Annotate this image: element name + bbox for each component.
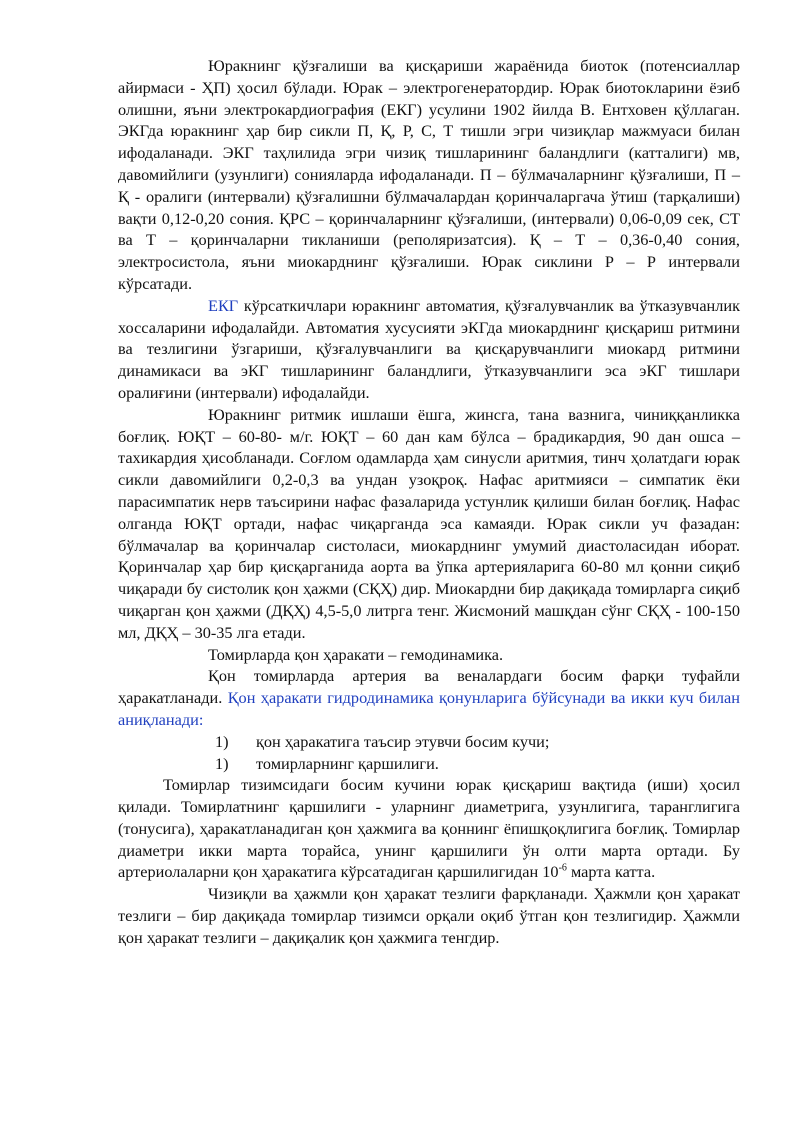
exponent: -6 <box>558 863 567 875</box>
hydrodynamics-highlight: Қон ҳаракати гидродинамика қонунларига бўйсунади ва икки куч билан аниқланади: <box>118 688 740 729</box>
forces-list <box>118 731 740 775</box>
list-item-text: томирларнинг қаршилиги. <box>256 753 439 773</box>
list-item <box>118 753 740 775</box>
list-item <box>118 731 740 753</box>
paragraph-ecg-description: Юракнинг қўзғалиши ва қисқариши жараёнида биоток (потенсиаллар айирмаси - ҲП) ҳосил бўлади. Юрак – электрогенератордир. Юрак биотокларини ёзиб олишни, яъни электрокардиография (ЕКГ) усулини 1902 йилда В. Ентховен қўллаган. ЭКГда юракнинг ҳар бир сикли П, Қ, Р, С, Т тишли эгри чизиқлар мажмуаси билан ифодаланади. ЭКГ таҳлилида эгри чизиқ тишларининг баландлиги (катталиги) мв, давомийлиги (узунлиги) сонияларда ифодаланади. П – бўлмачаларнинг қўзғалиши, П – Қ - оралиги (интервали) қўзғалишни бўлмачалардан қоринчаларгача ўтиш (тарқалиши) вақти 0,12-0,20 сония. ҚРС – қоринчаларнинг қўзғалиши, (интервали) 0,06-0,09 сек, СТ ва Т – қоринчаларни тикланиши (реполяризатсия). Қ – Т – 0,36-0,40 сония, электросистола, яъни миокарднинг қўзғалиши. Юрак сиклини Р – Р интервали кўрсатади. <box>118 56 740 293</box>
paragraph-vessel-resistance <box>118 774 740 883</box>
ecg-highlight: ЕКГ <box>208 295 239 315</box>
paragraph-heart-rhythm: Юракнинг ритмик ишлаши ёшга, жинсга, тана вазнига, чиниққанликка боғлиқ. ЮҚТ – 60-80- м/г. ЮҚТ – 60 дан кам бўлса – брадикардия, 90 дан ошса – тахикардия ҳисобланади. Соғлом одамларда ҳам синусли аритмия, тинч ҳолатдаги юрак сикли давомийлиги 0,2-0,3 ва ундан узоқроқ. Нафас аритмияси – симпатик ёки парасимпатик нерв таъсирини нафас фазаларида устунлик қилиши билан боғлиқ. Нафас олганда ЮҚТ ортади, нафас чиқарганда эса камаяди. Юрак сикли уч фазадан: бўлмачалар ва қоринчалар систоласи, миокарднинг умумий диастоласидан иборат. Қоринчалар ҳар бир қисқарганида аорта ва ўпка артерияларига 60-80 мл қонни сиқиб чиқаради бу систолик қон ҳажми (СҚҲ) дир. Миокардни бир дақиқада томирларга сиқиб чиқарган қон ҳажми (ДҚҲ) 4,5-5,0 литрга тенг. Жисмоний машқдан сўнг СҚҲ - 100-150 мл, ДҚҲ – 30-35 лга етади. <box>118 404 740 642</box>
paragraph-vessel-resistance-end: марта катта. <box>566 862 656 882</box>
list-item-text: қон ҳаракатига таъсир этувчи босим кучи; <box>256 731 550 751</box>
paragraph-hemodynamics-heading: Томирларда қон ҳаракати – гемодинамика. <box>208 644 504 664</box>
list-item-number: 1) <box>215 731 229 751</box>
paragraph-ecg-indicators <box>118 295 740 404</box>
paragraph-vessel-resistance-text: Томирлар тизимсидаги босим кучини юрак қисқариш вақтида (иши) ҳосил қилади. Томирлатнинг қаршилиги - уларнинг диаметрига, узунлигига, таранглигига (тонусига), ҳаракатланадиган қон ҳажмига ва қоннинг ёпишқоқлигига боғлиқ. Томирлар диаметри икки марта торайса, унинг қаршилиги ўн олти марта ортади. Бу артериолаларни қон ҳаракатига кўрсатадиган қаршилигидан 10 <box>118 775 740 882</box>
list-item-number: 1) <box>215 753 229 773</box>
paragraph-blood-flow-text: Қон томирларда артерия ва веналардаги босим фарқи туфайли ҳаракатланади. <box>118 666 740 708</box>
paragraph-ecg-indicators-text: кўрсаткичлари юракнинг автоматия, қўзғалувчанлик ва ўтказувчанлик хоссаларини ифодалайди. Автоматия хусусияти эКГда миокарднинг қисқариш ритмини ва тезлигини ўзгариши, қўзғалувчанлиги ва қисқарувчанлиги миокард ритмини динамикаси ва эКГ тишларининг баландлиги, ўтказувчанлиги эса эКГ тишлари оралиғини (интервали) ифодалайди. <box>118 295 740 402</box>
paragraph-blood-flow <box>118 665 740 730</box>
paragraph-flow-velocity: Чизиқли ва ҳажмли қон ҳаракат тезлиги фарқланади. Ҳажмли қон ҳаракат тезлиги – бир дақиқада томирлар тизимси орқали оқиб ўтган қон тезлигидир. Ҳажмли қон ҳаракат тезлиги – дақиқалик қон ҳажмига тенгдир. <box>118 884 740 947</box>
